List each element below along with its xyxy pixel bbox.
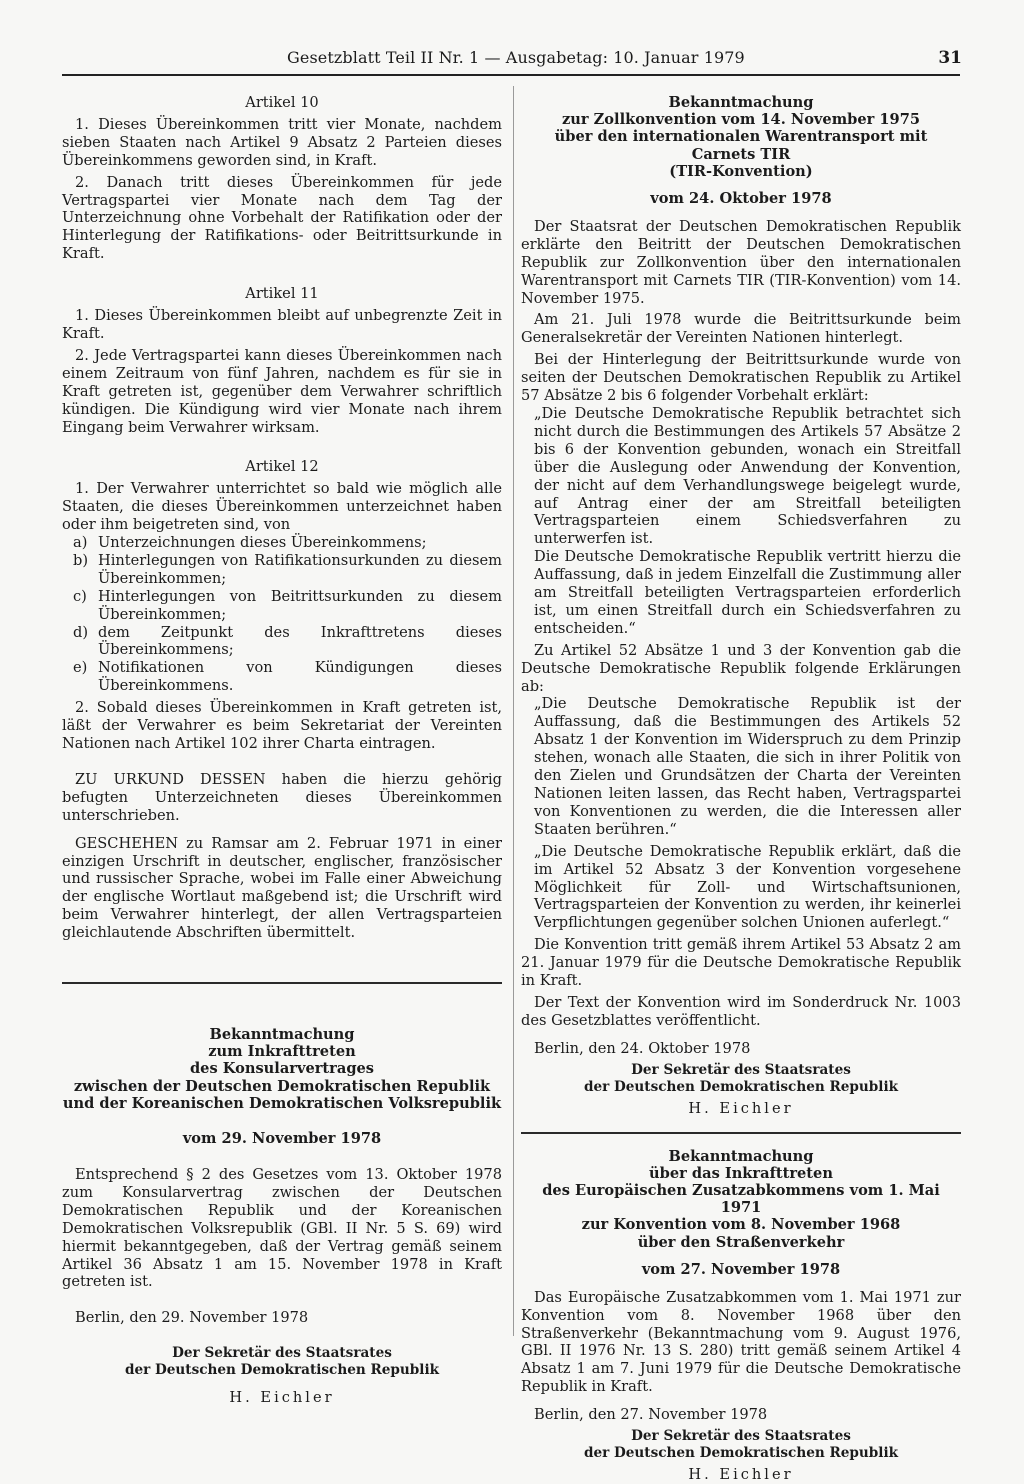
list-label: c) (73, 587, 87, 605)
tir-place-date: Berlin, den 24. Oktober 1978 (534, 1039, 751, 1057)
tir-paragraph-6: Der Text der Konvention wird im Sonderdruck Nr. 1003 des Gesetzblattes veröffentlicht. (521, 993, 961, 1029)
tir-notice-heading (521, 94, 961, 180)
consular-notice-heading (62, 1026, 502, 1112)
notice-title-line: zur Konvention vom 8. November 1968 (581, 1216, 901, 1234)
article-12-paragraph-1: 1. Der Verwahrer unterrichtet so bald wie möglich alle Staaten, die dieses Übereinkommen unterzeichnet haben oder ihm beigetreten sind, von (62, 480, 502, 534)
signature-title: der Deutschen Demokratischen Republik (583, 1078, 899, 1095)
notice-title-line: Bekanntmachung (209, 1026, 355, 1044)
notice-title-line: des Europäischen Zusatzabkommens vom 1. Mai 1971 (542, 1182, 940, 1217)
list-item (62, 552, 502, 588)
tir-notice-date: vom 24. Oktober 1978 (650, 190, 832, 208)
consular-notice-date: vom 29. November 1978 (182, 1130, 382, 1148)
list-text: Unterzeichnungen dieses Übereinkommens; (98, 534, 427, 552)
section-rule (521, 1132, 961, 1134)
article-10-paragraph-1: 1. Dieses Übereinkommen tritt vier Monate, nachdem sieben Staaten nach Artikel 9 Absatz 2 Parteien dieses Übereinkommens geworden sind, in Kraft. (62, 115, 502, 169)
road-traffic-notice-heading (521, 1148, 961, 1251)
signature-name: H. Eichler (229, 1389, 335, 1407)
notice-title-line: und der Koreanischen Demokratischen Volksrepublik (62, 1094, 502, 1112)
tir-quote-4: „Die Deutsche Demokratische Republik erklärt, daß die im Artikel 52 Absatz 3 der Konvention vorgesehene Möglichkeit für Zoll- und Wirtschaftsunionen, Vertragsparteien der Konvention zu werden, ihr keinerlei Verpflichtungen gegenüber solchen Unionen auferlegt.“ (534, 842, 961, 932)
list-text: Notifikationen von Kündigungen dieses Übereinkommens. (98, 659, 502, 695)
list-text: Hinterlegungen von Ratifikationsurkunden zu diesem Übereinkommen; (98, 551, 502, 587)
geschehen-clause: GESCHEHEN zu Ramsar am 2. Februar 1971 in einer einzigen Urschrift in deutscher, englischer, französischer und russischer Sprache, wobei im Falle einer Abweichung der englische Wortlaut maßgebend ist; die Urschrift wird beim Verwahrer hinterlegt, der allen Vertragsparteien gleichlautende Abschriften übermittelt. (62, 834, 502, 942)
header-rule (62, 74, 960, 76)
notice-title-line: Bekanntmachung (668, 94, 814, 111)
notice-title-line: zwischen der Deutschen Demokratischen Republik (73, 1077, 491, 1095)
tir-paragraph-2: Am 21. Juli 1978 wurde die Beitrittsurkunde beim Generalsekretär der Vereinten Nationen hinterlegt. (521, 311, 961, 347)
notice-title-line: zur Zollkonvention vom 14. November 1975 (561, 111, 921, 129)
list-label: e) (73, 659, 88, 677)
list-label: a) (73, 534, 88, 552)
article-10-title: Artikel 10 (245, 94, 319, 111)
signature-name: H. Eichler (688, 1466, 794, 1484)
tir-paragraph-3: Bei der Hinterlegung der Beitrittsurkunde wurde von seiten der Deutschen Demokratischen Republik zu Artikel 57 Absätze 2 bis 6 folgender Vorbehalt erklärt: (521, 351, 961, 405)
list-text: Hinterlegungen von Beitrittsurkunden zu diesem Übereinkommen; (98, 587, 502, 623)
signature-title: Der Sekretär des Staatsrates (631, 1428, 851, 1445)
article-11-paragraph-2: 2. Jede Vertragspartei kann dieses Übereinkommen nach einem Zeitraum von fünf Jahren, nachdem es für sie in Kraft getreten ist, gegenüber dem Verwahrer schriftlich kündigen. Die Kündigung wird vier Monate nach ihrem Eingang beim Verwahrer wirksam. (62, 346, 502, 436)
page-header (62, 48, 962, 72)
list-text: dem Zeitpunkt des Inkrafttretens dieses Übereinkommens; (98, 623, 502, 659)
list-label: b) (73, 551, 89, 569)
road-traffic-place-date: Berlin, den 27. November 1978 (534, 1406, 768, 1424)
header-title: Gesetzblatt Teil II Nr. 1 — Ausgabetag: 10. Januar 1979 (287, 48, 745, 67)
consular-notice-body: Entsprechend § 2 des Gesetzes vom 13. Oktober 1978 zum Konsularvertrag zwischen der Deutschen Demokratischen Republik und der Koreanischen Demokratischen Volksrepublik (GBl. II Nr. 5 S. 69) wird hiermit bekanntgegeben, daß der Vertrag gemäß seinem Artikel 36 Absatz 1 am 15. November 1978 in Kraft getreten ist. (62, 1165, 502, 1291)
urkund-clause: ZU URKUND DESSEN haben die hierzu gehörig befugten Unterzeichneten dieses Übereinkommen unterschrieben. (62, 770, 502, 824)
list-item (62, 624, 502, 660)
column-divider (513, 86, 514, 1336)
list-label: d) (73, 623, 89, 641)
section-rule (62, 982, 502, 984)
article-11-paragraph-1: 1. Dieses Übereinkommen bleibt auf unbegrenzte Zeit in Kraft. (62, 307, 502, 342)
notice-title-line: über den Straßenverkehr (637, 1233, 845, 1251)
article-12-title: Artikel 12 (245, 458, 319, 476)
tir-quote-1: „Die Deutsche Demokratische Republik betrachtet sich nicht durch die Bestimmungen des Artikels 57 Absätze 2 bis 6 der Konvention gebunden, wonach ein Streitfall über die Auslegung oder Anwendung der Konvention, der nicht auf dem Verhandlungswege beigelegt wurde, auf Antrag einer der am Streitfall beteiligten Vertragsparteien einem Schiedsverfahren zu unterwerfen ist. (534, 404, 961, 548)
notice-title-line: über das Inkrafttreten (649, 1164, 833, 1182)
road-traffic-notice-body: Das Europäische Zusatzabkommen vom 1. Mai 1971 zur Konvention vom 8. November 1968 über den Straßenverkehr (Bekanntmachung vom 9. August 1976, GBl. II 1976 Nr. 13 S. 280) tritt gemäß seinem Artikel 4 Absatz 1 am 7. Juni 1979 für die Deutsche Demokratische Republik in Kraft. (521, 1288, 961, 1396)
signature-title: der Deutschen Demokratischen Republik (124, 1362, 440, 1379)
list-item (62, 588, 502, 624)
signature-title: Der Sekretär des Staatsrates (631, 1061, 851, 1078)
article-10-paragraph-2: 2. Danach tritt dieses Übereinkommen für jede Vertragspartei vier Monate nach dem Tag der Unterzeichnung ohne Vorbehalt der Ratifikation oder der Hinterlegung der Ratifikations- oder Beitrittsurkunde in Kraft. (62, 173, 502, 263)
tir-paragraph-1: Der Staatsrat der Deutschen Demokratischen Republik erklärte den Beitritt der Deutschen Demokratischen Republik zur Zollkonvention über den internationalen Warentransport mit Carnets TIR (TIR-Konvention) vom 14. November 1975. (521, 217, 961, 307)
notice-title-line: des Konsularvertrages (189, 1060, 375, 1078)
left-column (62, 94, 502, 1407)
notice-title-line: (TIR-Konvention) (669, 162, 813, 180)
list-item (62, 534, 502, 552)
page-number: 31 (938, 48, 962, 68)
signature-title: der Deutschen Demokratischen Republik (583, 1445, 899, 1462)
tir-quote-2: Die Deutsche Demokratische Republik vertritt hierzu die Auffassung, daß in jedem Einzelfall die Zustimmung aller am Streitfall beteiligten Vertragsparteien erforderlich ist, um einen Streitfall durch ein Schiedsverfahren zu entscheiden.“ (534, 548, 961, 637)
signature-title: Der Sekretär des Staatsrates (172, 1345, 392, 1362)
tir-paragraph-4: Zu Artikel 52 Absätze 1 und 3 der Konvention gab die Deutsche Demokratische Republik folgende Erklärungen ab: (521, 641, 961, 695)
notice-title-line: über den internationalen Warentransport mit Carnets TIR (554, 128, 928, 163)
article-11-title: Artikel 11 (245, 285, 319, 303)
article-12-paragraph-2: 2. Sobald dieses Übereinkommen in Kraft getreten ist, läßt der Verwahrer es beim Sekretariat der Vereinten Nationen nach Artikel 102 ihrer Charta eintragen. (62, 699, 502, 752)
tir-paragraph-5: Die Konvention tritt gemäß ihrem Artikel 53 Absatz 2 am 21. Januar 1979 für die Deutsche Demokratische Republik in Kraft. (521, 936, 961, 990)
notice-title-line: zum Inkrafttreten (208, 1043, 356, 1061)
list-item (62, 659, 502, 695)
right-column (521, 94, 961, 1484)
notice-title-line: Bekanntmachung (668, 1147, 814, 1165)
consular-notice-place-date: Berlin, den 29. November 1978 (75, 1309, 309, 1327)
road-traffic-notice-date: vom 27. November 1978 (641, 1260, 841, 1278)
signature-name: H. Eichler (688, 1099, 794, 1117)
tir-quote-3: „Die Deutsche Demokratische Republik ist der Auffassung, daß die Bestimmungen des Artikels 52 Absatz 1 der Konvention im Widerspruch zu dem Prinzip stehen, wonach alle Staaten, die sich in ihrer Politik von den Zielen und Grundsätzen der Charta der Vereinten Nationen leiten lassen, das Recht haben, Vertragspartei von Konventionen zu werden, die die Interessen aller Staaten berühren.“ (534, 695, 961, 838)
